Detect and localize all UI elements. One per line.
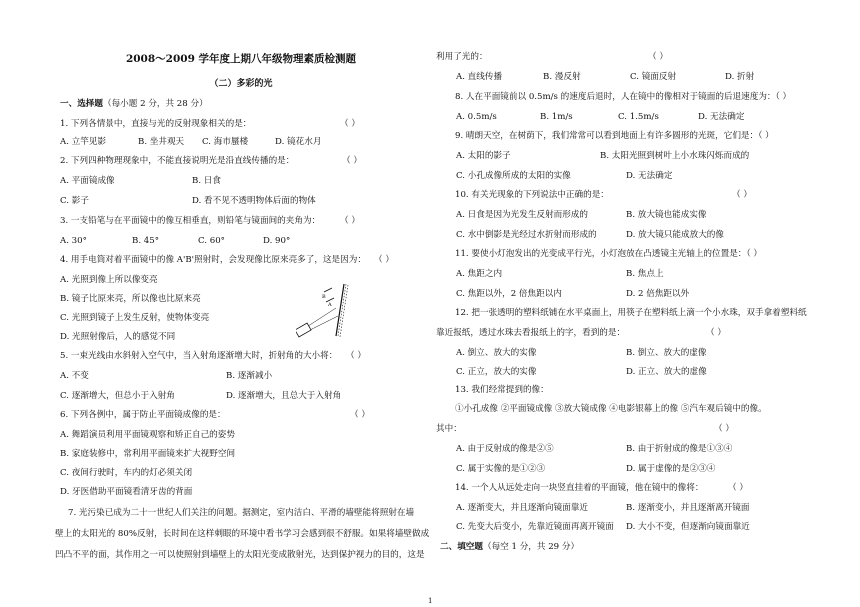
q7-line-1: 7. 光污染已成为二十一世纪人们关注的问题。据测定，室内洁白、平滑的墙壁能将照射在墙 — [68, 508, 415, 518]
q13-option-d: D. 属于虚像的是②③④ — [626, 464, 716, 474]
q14-stem: 14. 一个人从远处走向一块竖直挂着的平面镜，他在镜中的像将： — [455, 483, 704, 493]
section1-heading — [60, 100, 208, 110]
q9-option-c: C. 小孔成像所成的太阳的实像 — [456, 171, 571, 181]
q8-option-c: C. 1.5m/s — [618, 112, 659, 122]
section2-heading — [440, 543, 579, 553]
q12-option-a: A. 倒立、放大的实像 — [456, 348, 537, 358]
section1-title: 一、选择题 — [60, 99, 103, 109]
q8-stem: 8. 人在平面镜前以 0.5m/s 的速度后退时，人在镜中的像相对于镜面的后退速度为：（ ） — [455, 92, 792, 102]
q9-option-a: A. 太阳的影子 — [456, 151, 511, 161]
q13-items: ①小孔成像 ②平面镜成像 ③放大镜成像 ④电影银幕上的像 ⑤汽车观后镜中的像。 — [455, 404, 767, 414]
q14-option-d: D. 大小不变，但逐渐向镜面靠近 — [626, 522, 750, 532]
section2-note: （每空 1 分，共 29 分） — [482, 542, 580, 552]
q10-option-c: C. 水中倒影是光经过水折射而形成的 — [456, 230, 597, 240]
q5-option-c: C. 逐渐增大，但总小于入射角 — [60, 391, 175, 401]
q9-option-d: D. 无法确定 — [626, 171, 673, 181]
q13-stem: 13. 我们经常提到的像： — [455, 385, 549, 395]
q4-option-c: C. 光照到镜子上发生反射，使物体变亮 — [60, 313, 210, 323]
q7-option-b: B. 漫反射 — [543, 72, 581, 82]
q7-line-3: 凹凸不平的面，其作用之一可以使照射到墙壁上的太阳光变成散射光，达到保护视力的目的，这是 — [55, 550, 425, 560]
left-column — [55, 0, 430, 607]
q6-stem: 6. 下列各例中，属于防止平面镜成像的是： — [60, 410, 226, 420]
q12-line-2: 靠近报纸，透过水珠去看报纸上的字，看到的是： — [436, 328, 626, 338]
q1-option-a: A. 立竿见影 — [60, 137, 107, 147]
q9-option-b: B. 太阳光照到树叶上小水珠闪烁而成的 — [600, 151, 750, 161]
page-title: 2008～2009 学年度上期八年级物理素质检测题 — [125, 53, 357, 65]
q3-option-d: D. 90° — [263, 236, 291, 246]
q2-option-a: A. 平面镜成像 — [60, 176, 115, 186]
q13-tail: 其中： — [436, 424, 462, 434]
q3-bracket: （ ） — [340, 216, 360, 226]
q7-cont-stem: 利用了光的： — [436, 52, 488, 62]
q11-option-d: D. 2 倍焦距以外 — [626, 289, 690, 299]
q6-option-a: A. 舞蹈演员利用平面镜观察和矫正自己的姿势 — [60, 430, 235, 440]
q11-option-b: B. 焦点上 — [626, 269, 664, 279]
q8-option-b: B. 1m/s — [540, 112, 573, 122]
q3-option-c: C. 60° — [198, 236, 225, 246]
section2-title: 二、填空题 — [440, 542, 483, 552]
q4-stem: 4. 用手电筒对着平面镜中的像 A'B'照射时，会发现像比原来亮多了，这是因为： — [60, 255, 366, 265]
q12-line-1: 12. 把一张透明的塑料纸铺在水平桌面上，用筷子在塑料纸上滴一个小水珠，双手拿着塑料纸 — [455, 308, 807, 318]
q12-option-b: B. 倒立、放大的虚像 — [626, 348, 707, 358]
q11-option-a: A. 焦距之内 — [456, 269, 503, 279]
q10-option-d: D. 放大镜只能成放大的像 — [626, 230, 724, 240]
q4-option-a: A. 光照到像上所以像变亮 — [60, 275, 158, 285]
q10-stem: 10. 有关光现象的下列说法中正确的是： — [455, 190, 609, 200]
svg-text:A: A — [328, 302, 332, 308]
q6-bracket: （ ） — [350, 410, 370, 420]
q8-option-d: D. 无法确定 — [698, 112, 745, 122]
q5-stem: 5. 一束光线由水斜射入空气中，当入射角逐渐增大时，折射角的大小将： — [60, 351, 338, 361]
q10-bracket: （ ） — [732, 190, 752, 200]
q5-option-d: D. 逐渐增大，且总大于入射角 — [226, 391, 342, 401]
q1-stem: 1. 下列各情景中，直接与光的反射现象相关的是： — [60, 119, 252, 129]
q2-option-c: C. 影子 — [60, 196, 89, 206]
q14-bracket: （ ） — [728, 483, 748, 493]
q6-option-c: C. 夜间行驶时，车内的灯必须关闭 — [60, 468, 193, 478]
q4-option-b: B. 镜子比原来亮，所以像也比原来亮 — [60, 294, 201, 304]
q7-option-c: C. 镜面反射 — [630, 72, 677, 82]
q13-bracket: （ ） — [714, 424, 734, 434]
q7-line-2: 壁上的太阳光的 80%反射，长时间在这样刺眼的环境中看书学习会感到很不舒服。如果将墙壁做成 — [55, 529, 430, 539]
q9-stem: 9. 晴朗天空，在树荫下，我们常常可以看到地面上有许多圆形的光斑，它们是：（ ） — [455, 131, 774, 141]
q2-option-d: D. 看不见不透明物体后面的物体 — [192, 196, 316, 206]
q12-option-d: D. 正立、放大的虚像 — [626, 367, 707, 377]
q11-stem: 11. 要使小灯泡发出的光变成平行光，小灯泡放在凸透镜主光轴上的位置是：（ ） — [455, 249, 763, 259]
q10-option-b: B. 放大镜也能成实像 — [626, 210, 707, 220]
q5-option-a: A. 不变 — [60, 371, 89, 381]
q7-cont-bracket: （ ） — [648, 52, 668, 62]
section1-note: （每小题 2 分，共 28 分） — [102, 99, 208, 109]
page-subtitle: （二）多彩的光 — [209, 79, 273, 89]
page-number: 1 — [428, 597, 433, 605]
q14-option-c: C. 先变大后变小，先靠近镜面再离开镜面 — [456, 522, 614, 532]
q12-bracket: （ ） — [706, 328, 726, 338]
q3-option-b: B. 45° — [132, 236, 160, 246]
q3-stem: 3. 一支铅笔与在平面镜中的像互相垂直，则铅笔与镜面间的夹角为： — [60, 216, 321, 226]
q1-option-d: D. 镜花水月 — [275, 137, 322, 147]
q13-option-b: B. 由于折射成的像是①③④ — [626, 444, 733, 454]
q1-bracket: （ ） — [340, 119, 360, 129]
q2-bracket: （ ） — [342, 156, 362, 166]
q2-option-b: B. 日食 — [192, 176, 221, 186]
q5-bracket: （ ） — [346, 351, 366, 361]
mirror-flashlight-figure — [296, 282, 370, 338]
q3-option-a: A. 30° — [60, 236, 87, 246]
q1-option-c: C. 海市蜃楼 — [202, 137, 249, 147]
q11-option-c: C. 焦距以外，2 倍焦距以内 — [456, 289, 562, 299]
q5-option-b: B. 逐渐减小 — [226, 371, 273, 381]
q13-option-c: C. 属于实像的是①②③ — [456, 464, 546, 474]
q1-option-b: B. 坐井观天 — [138, 137, 185, 147]
q12-option-c: C. 正立，放大的实像 — [456, 367, 537, 377]
q10-option-a: A. 日食是因为光发生反射而形成的 — [456, 210, 588, 220]
q7-option-a: A. 直线传播 — [456, 72, 503, 82]
q2-stem: 2. 下列四种物理现象中，不能直接说明光是沿直线传播的是： — [60, 156, 295, 166]
q4-bracket: （ ） — [374, 255, 394, 265]
right-column — [436, 0, 807, 607]
q6-option-b: B. 家庭装修中，常利用平面镜来扩大视野空间 — [60, 449, 236, 459]
q14-option-a: A. 逐渐变大，并且逐渐向镜面靠近 — [456, 503, 588, 513]
q14-option-b: B. 逐渐变小，并且逐渐离开镜面 — [626, 503, 750, 513]
q8-option-a: A. 0.5m/s — [456, 112, 497, 122]
q13-option-a: A. 由于反射成的像是②⑤ — [456, 444, 554, 454]
q4-option-d: D. 光照射像后，人的感觉不同 — [60, 332, 176, 342]
q6-option-d: D. 牙医借助平面镜看清牙齿的背面 — [60, 487, 193, 497]
q7-option-d: D. 折射 — [725, 72, 755, 82]
svg-text:B: B — [322, 294, 326, 300]
